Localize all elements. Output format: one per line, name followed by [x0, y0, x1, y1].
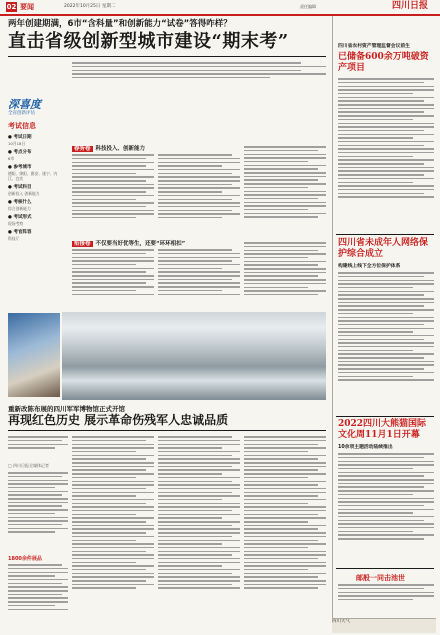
lead-body-col2 [158, 152, 240, 236]
exam-guide-item-desc: 科技厅 [8, 236, 20, 241]
brief2-body [338, 270, 434, 414]
brief1-headline: 已储备600余万吨破资产项目 [338, 52, 429, 73]
exhibit-intro [8, 434, 68, 460]
brief3-subhead: 10余项主题活动陆续推出 [338, 445, 393, 450]
exhibit-kicker: 重新改陈布展的四川军军博物馆正式开馆 [8, 405, 125, 413]
exam-guide-item-head: ● 考试形式 [8, 215, 32, 220]
paper-logo: 四川日报 [392, 1, 429, 11]
exam-guide-item-desc: 现场考察 [8, 221, 24, 226]
weather-bar: 四川天气 [332, 618, 436, 633]
depth-logo [8, 98, 62, 117]
exam-guide-item [8, 215, 60, 226]
subhead-text: 不仅要当好优等生，还要“环环相扣” [95, 241, 186, 247]
subhead-tag: 春务卷 [74, 146, 91, 152]
lead-body-col2b [158, 247, 240, 309]
exam-guide-item [8, 150, 60, 161]
brief1-kicker: 四川省农村资产管理监督会议前生 [338, 44, 410, 49]
subhead-tag: 衔接卷 [74, 241, 91, 247]
brief1-body [338, 76, 434, 232]
brief-divider [336, 234, 434, 235]
lead-body-col3b [244, 240, 326, 309]
lead-subhead-chunwu [72, 144, 145, 152]
lead-headline: 直击省级创新型城市建设“期末考” [8, 31, 289, 52]
brief2-subhead: 构建线上线下全方位保护体系 [338, 264, 401, 269]
brief4-body [338, 582, 434, 616]
page-number: 02 [6, 3, 17, 11]
exam-guide-item [8, 200, 60, 211]
lead-body-col3 [244, 144, 326, 236]
lead-subhead-hanjie [72, 239, 185, 247]
exam-guide-item-desc: 综合创新能力 [8, 206, 31, 211]
exhibit-body-col1 [8, 470, 68, 552]
section-name: 要闻 [20, 3, 34, 11]
lead-body-col1b [72, 247, 154, 309]
exam-guide-item [8, 185, 60, 196]
exam-guide-item-head: ● 考试科目 [8, 185, 32, 190]
exhibit-byline: □ 四川日报全媒体记者 [8, 463, 50, 468]
exam-guide-item [8, 230, 60, 241]
brief3-body [338, 451, 434, 565]
exhibit-subhead: 1800余件展品 [8, 556, 42, 562]
lead-kicker: 两年创建期满，6市“含科量”和创新能力“试卷”答得咋样？ [8, 19, 232, 29]
exam-guide-item-head: ● 参考城市 [8, 165, 32, 170]
lead-body-col1 [72, 152, 154, 236]
exhibit-divider [8, 430, 326, 431]
exam-guide-item-head: ● 考核什么 [8, 200, 32, 205]
exhibit-body-col4 [244, 434, 326, 630]
exam-guide-item-head: ● 考官阵容 [8, 230, 32, 235]
exhibit-body-col2 [72, 434, 154, 630]
depth-logo-subtitle: 全省创新评估 [8, 111, 35, 116]
exam-guide [8, 122, 60, 241]
factory-photo-image [62, 312, 326, 400]
brief4-headline: 邮般一同击池世 [356, 573, 405, 582]
exam-guide-title: 考试信息 [8, 122, 36, 130]
exam-guide-item-desc: 10月18日 [8, 141, 26, 146]
brief2-headline: 四川省未成年人网络保护综合成立 [338, 238, 429, 259]
exhibit-headline: 再现红色历史 展示革命伤残军人忠诚品质 [8, 413, 229, 427]
lead-intro [72, 60, 326, 94]
exam-guide-item [8, 135, 60, 146]
exam-guide-item-head: ● 考点分布 [8, 150, 32, 155]
depth-logo-title: 深喜度 [8, 98, 41, 111]
editor-info: 责任编辑 [300, 4, 316, 9]
brief-divider [336, 416, 434, 417]
exam-guide-item [8, 165, 60, 181]
brief3-headline: 2022四川大熊猫国际文化周11月1日开幕 [338, 419, 427, 440]
exam-guide-item-desc: 德阳、绵阳、雅安、遂宁、内江、宜宾 [8, 171, 58, 181]
lead-divider [8, 56, 326, 57]
exam-guide-item-desc: 创新投入 创新能力 [8, 191, 40, 196]
factory-photo [8, 312, 326, 400]
edition-date: 2022年10月25日 星期二 [64, 4, 116, 9]
subhead-text: 科技投入、创新能力 [95, 146, 146, 152]
brief-divider [336, 568, 434, 569]
exhibit-body-col3 [158, 434, 240, 630]
exam-guide-item-desc: 6市 [8, 156, 15, 161]
exhibit-body-col1b [8, 562, 68, 630]
exam-guide-item-head: ● 考试日期 [8, 135, 32, 140]
